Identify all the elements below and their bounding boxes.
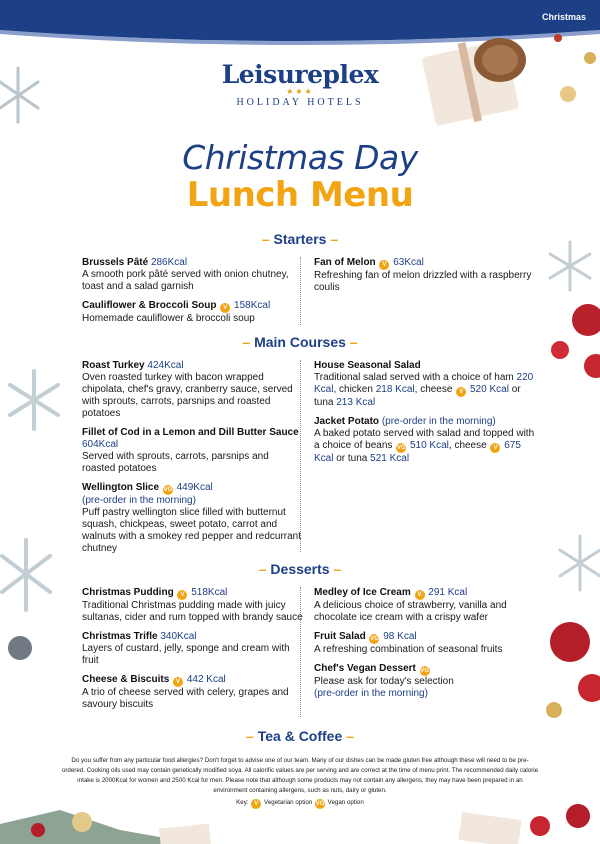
section-title: Main Courses — [254, 334, 346, 350]
bauble-cluster-right-decoration — [540, 240, 600, 390]
vegetarian-icon: V — [379, 260, 389, 270]
item-kcal: 63Kcal — [393, 257, 424, 268]
vegetarian-icon: V — [220, 303, 230, 313]
vegan-icon: VG — [370, 636, 379, 642]
menu-item-jacket-potato: Jacket Potato (pre-order in the morning) A baked potato served with salad and topped with a choice of beans VG 510 Kcal, cheese V 675 Kcal or tuna 521 Kcal — [314, 416, 535, 464]
section-header-tea-coffee: – Tea & Coffee – — [246, 728, 354, 744]
menu-item-chefs-vegan-dessert — [314, 663, 536, 700]
item-kcal: 340Kcal — [160, 631, 197, 642]
item-description: A smooth pork pâté served with onion chutney, toast and a salad garnish — [82, 269, 289, 292]
item-description: Please ask for today's selection — [314, 676, 454, 687]
vegan-icon: VG — [420, 668, 429, 674]
logo-name: Leisureplex — [221, 60, 379, 89]
menu-item-fruit-salad — [314, 631, 536, 656]
item-kcal: 449Kcal — [176, 482, 213, 493]
starters-left-column — [82, 257, 304, 332]
item-kcal: 220 Kcal — [314, 372, 534, 395]
key-label: Key: — [236, 799, 249, 806]
menu-item-cheese-and-biscuits — [82, 674, 304, 711]
item-kcal: 98 Kcal — [383, 631, 417, 642]
item-description: Traditional salad served with a choice of ham — [314, 372, 514, 383]
item-name: Cheese & Biscuits — [82, 674, 170, 685]
item-description: A baked potato served with salad and topped with a choice of beans — [314, 428, 535, 451]
item-description: Puff pastry wellington slice filled with butternut squash, chickpeas, sweet potato, carrot and walnuts with a smokey red pepper and redcurrant chutney — [82, 507, 302, 554]
allergy-notice: Do you suffer from any particular food allergies? Don't forget to advise one of our team. Many of our dishes can be made gluten free although these will need to be pre-ordered. Cooking oils used may contain genetically modified soya. All calorific values are per serving and are correct at the time of menu print. The recommended daily calorie intake is 2000Kcal for women and 2500 Kcal for men. Please note that although some products may not contain any allergens, they may have been prepared in an environment containing allergens, such as nuts, dairy or gluten. — [61, 757, 539, 794]
key-vegan-label: Vegan option — [327, 799, 364, 806]
item-name: Jacket Potato — [314, 416, 380, 427]
item-kcal: 286Kcal — [150, 257, 188, 268]
item-kcal: 213 Kcal — [336, 397, 376, 408]
menu-item-house-seasonal-salad: House Seasonal Salad Traditional salad served with a choice of ham 220 Kcal, chicken 218 Kcal, cheese V 520 Kcal or tuna 213 Kcal — [314, 360, 534, 408]
item-name: Christmas Trifle — [82, 631, 158, 642]
item-kcal: 604Kcal — [82, 439, 119, 450]
item-name: Cauliflower & Broccoli Soup — [82, 300, 217, 311]
vegetarian-icon: V — [456, 387, 466, 397]
item-kcal: 675 Kcal — [314, 440, 521, 464]
item-kcal: 291 Kcal — [428, 587, 468, 598]
item-description: A delicious choice of strawberry, vanilla and chocolate ice cream with a crispy wafer — [314, 600, 507, 623]
item-note: (pre-order in the morning) — [381, 416, 496, 427]
vegetarian-icon: V — [177, 590, 187, 600]
vegan-icon: VG — [315, 801, 325, 807]
item-option: or tuna — [336, 453, 368, 464]
allergy-footer — [60, 756, 540, 809]
item-kcal: 520 Kcal — [470, 384, 509, 395]
section-title: Tea & Coffee — [257, 728, 343, 744]
menu-item-cauliflower-soup — [82, 300, 304, 325]
menu-item-fillet-of-cod — [82, 427, 304, 475]
menu-title-line1: Christmas Day — [182, 138, 418, 177]
vegetarian-icon: V — [251, 799, 261, 809]
vegetarian-icon: V — [415, 590, 425, 600]
baubles-bottom-right-decoration — [540, 530, 600, 730]
menu-title-line2: Lunch Menu — [186, 175, 414, 215]
item-description: Homemade cauliflower & broccoli soup — [82, 313, 255, 324]
section-header-desserts: – Desserts – — [258, 561, 342, 577]
section-title: Starters — [273, 231, 327, 247]
icon-key — [60, 798, 540, 809]
vegan-icon: VG — [163, 487, 173, 493]
brand-logo — [0, 60, 600, 108]
item-description: Layers of custard, jelly, sponge and cream with fruit — [82, 643, 290, 666]
menu-item-brussels-pate — [82, 257, 304, 293]
item-note: (pre-order in the morning) — [82, 495, 196, 506]
item-option: chicken — [339, 384, 373, 395]
item-note: (pre-order in the morning) — [314, 688, 428, 699]
menu-item-christmas-trifle — [82, 631, 304, 667]
vegetarian-icon: V — [173, 677, 183, 687]
key-vegetarian-label: Vegetarian option — [264, 799, 313, 806]
item-name: Christmas Pudding — [82, 587, 174, 598]
item-name: Fruit Salad — [314, 631, 366, 642]
item-kcal: 218 Kcal — [375, 384, 415, 395]
logo-stars-icon: ★★★ — [286, 87, 314, 96]
menu-item-roast-turkey — [82, 360, 304, 420]
item-name: Roast Turkey — [82, 360, 145, 371]
section-title: Desserts — [270, 561, 330, 577]
menu-item-christmas-pudding — [82, 587, 304, 624]
corner-tag: Christmas — [541, 12, 586, 22]
menu-item-medley-of-ice-cream — [314, 587, 536, 624]
starters-right-column — [314, 257, 536, 301]
item-option: cheese — [454, 440, 487, 451]
item-option: or tuna — [314, 384, 521, 408]
vegan-icon: VG — [396, 445, 406, 451]
item-kcal: 442 Kcal — [186, 674, 226, 685]
mains-left-column — [82, 360, 304, 562]
item-name: Brussels Pâté — [82, 257, 149, 268]
desserts-right-column — [314, 587, 536, 707]
item-name: Fan of Melon — [314, 257, 376, 268]
item-name: Chef's Vegan Dessert — [314, 663, 416, 674]
mains-right-column — [314, 360, 536, 472]
menu-item-wellington-slice — [82, 482, 304, 555]
logo-subtitle: HOLIDAY HOTELS — [236, 97, 364, 108]
item-description: Served with sprouts, carrots, parsnips and roasted potatoes — [82, 451, 269, 474]
section-header-starters: – Starters – — [261, 231, 339, 247]
snowflake-left-decoration — [4, 365, 64, 435]
item-name: House Seasonal Salad — [314, 360, 421, 371]
item-name: Medley of Ice Cream — [314, 587, 411, 598]
item-description: A trio of cheese served with celery, grapes and savoury biscuits — [82, 687, 289, 710]
section-header-main-courses: – Main Courses – — [242, 334, 358, 350]
baubles-bottom-left-decoration — [0, 520, 70, 670]
menu-item-fan-of-melon — [314, 257, 536, 294]
item-kcal: 521 Kcal — [370, 453, 410, 464]
item-kcal: 518Kcal — [191, 587, 228, 598]
item-kcal: 510 Kcal — [409, 440, 449, 451]
item-kcal: 158Kcal — [234, 300, 271, 311]
item-description: Oven roasted turkey with bacon wrapped chipolata, chef's gravy, cranberry sauce, served with sprouts, carrots, parsnips and roasted potatoes — [82, 372, 293, 419]
item-name: Wellington Slice — [82, 482, 160, 493]
top-banner — [0, 0, 600, 46]
item-option: cheese — [420, 384, 453, 395]
vegetarian-icon: V — [490, 443, 500, 453]
item-description: Refreshing fan of melon drizzled with a raspberry coulis — [314, 270, 532, 293]
item-name: Fillet of Cod in a Lemon and Dill Butter Sauce — [82, 427, 299, 438]
desserts-left-column — [82, 587, 304, 718]
item-description: A refreshing combination of seasonal fruits — [314, 644, 503, 655]
item-kcal: 424Kcal — [147, 360, 184, 371]
item-description: Traditional Christmas pudding made with juicy sultanas, cider and rum topped with brandy sauce — [82, 600, 303, 623]
